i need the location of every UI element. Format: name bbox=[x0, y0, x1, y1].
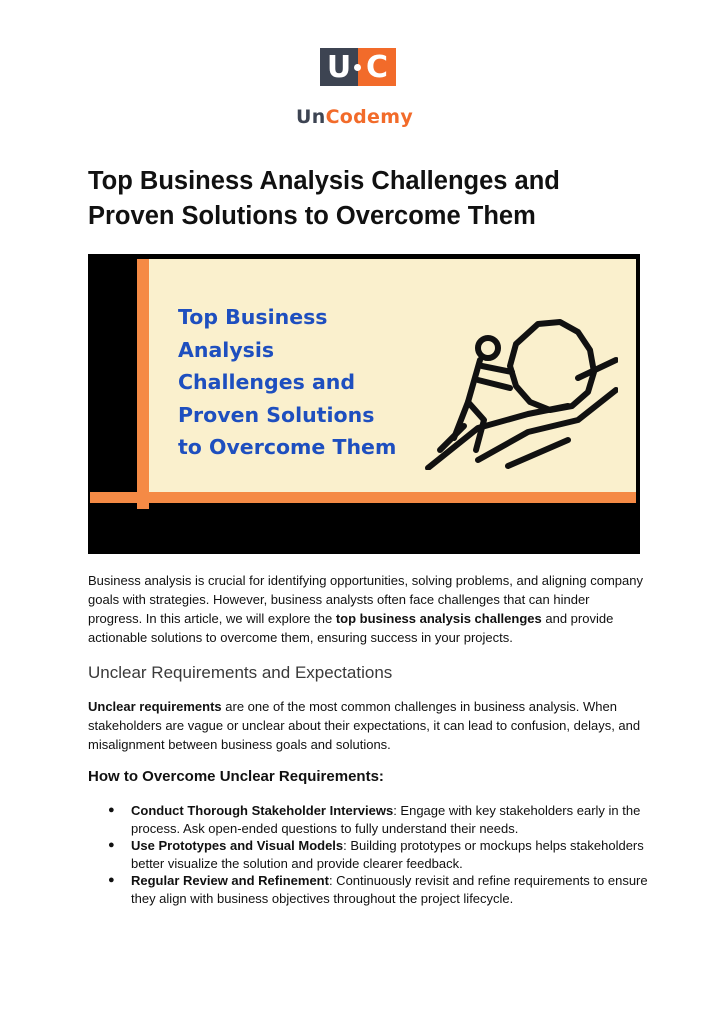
section-subheading: How to Overcome Unclear Requirements: bbox=[88, 768, 384, 785]
bullet-icon: ● bbox=[108, 874, 115, 886]
banner-orange-stripe-vertical bbox=[137, 259, 149, 509]
intro-bold-phrase: top business analysis challenges bbox=[335, 611, 542, 626]
logo-u-block: U bbox=[320, 48, 358, 86]
list-item: ● Use Prototypes and Visual Models: Building prototypes or mockups helps stakeholders better visualize the solution and provide clearer feedback. bbox=[108, 838, 644, 871]
banner-line: Challenges and bbox=[178, 370, 356, 394]
list-item: ● Conduct Thorough Stakeholder Interviews: Engage with key stakeholders early in the process. Ask open-ended questions to fully understand their needs. bbox=[108, 803, 641, 836]
bullet-icon: ● bbox=[108, 804, 115, 816]
page-title: Top Business Analysis Challenges and Proven Solutions to Overcome Them bbox=[88, 167, 560, 230]
logo-dot bbox=[354, 64, 361, 71]
banner-title bbox=[178, 301, 418, 464]
intro-paragraph: Business analysis is crucial for identifying opportunities, solving problems, and aligning company goals with strategies. However, business analysts often face challenges that can hinder progress. In this article, we will explore the top business analysis challenges and provide actionable solutions to overcome them, ensuring success in your projects. bbox=[88, 573, 643, 645]
uncodemy-logo bbox=[296, 44, 426, 128]
bullet-icon: ● bbox=[108, 839, 115, 851]
list-item: ● Regular Review and Refinement: Continuously revisit and refine requirements to ensure they align with business objectives throughout the project lifecycle. bbox=[108, 873, 648, 906]
logo-c-block: C bbox=[358, 48, 396, 86]
section-paragraph: Unclear requirements are one of the most common challenges in business analysis. When stakeholders are vague or unclear about their expectations, it can lead to confusion, delays, and misalignment between business goals and solutions. bbox=[88, 699, 641, 752]
person-pushing-boulder-uphill-icon bbox=[418, 310, 618, 470]
banner-line: to Overcome Them bbox=[178, 435, 397, 459]
solutions-list bbox=[88, 802, 648, 907]
banner-line: Proven Solutions bbox=[178, 402, 375, 427]
logo-wordmark: UnCodemy bbox=[296, 106, 414, 128]
banner-line: Top Business bbox=[178, 305, 328, 329]
banner-orange-stripe-horizontal bbox=[90, 492, 636, 503]
section-heading: Unclear Requirements and Expectations bbox=[88, 663, 393, 682]
banner-line: Analysis bbox=[178, 337, 275, 362]
article-banner-image bbox=[88, 254, 640, 554]
